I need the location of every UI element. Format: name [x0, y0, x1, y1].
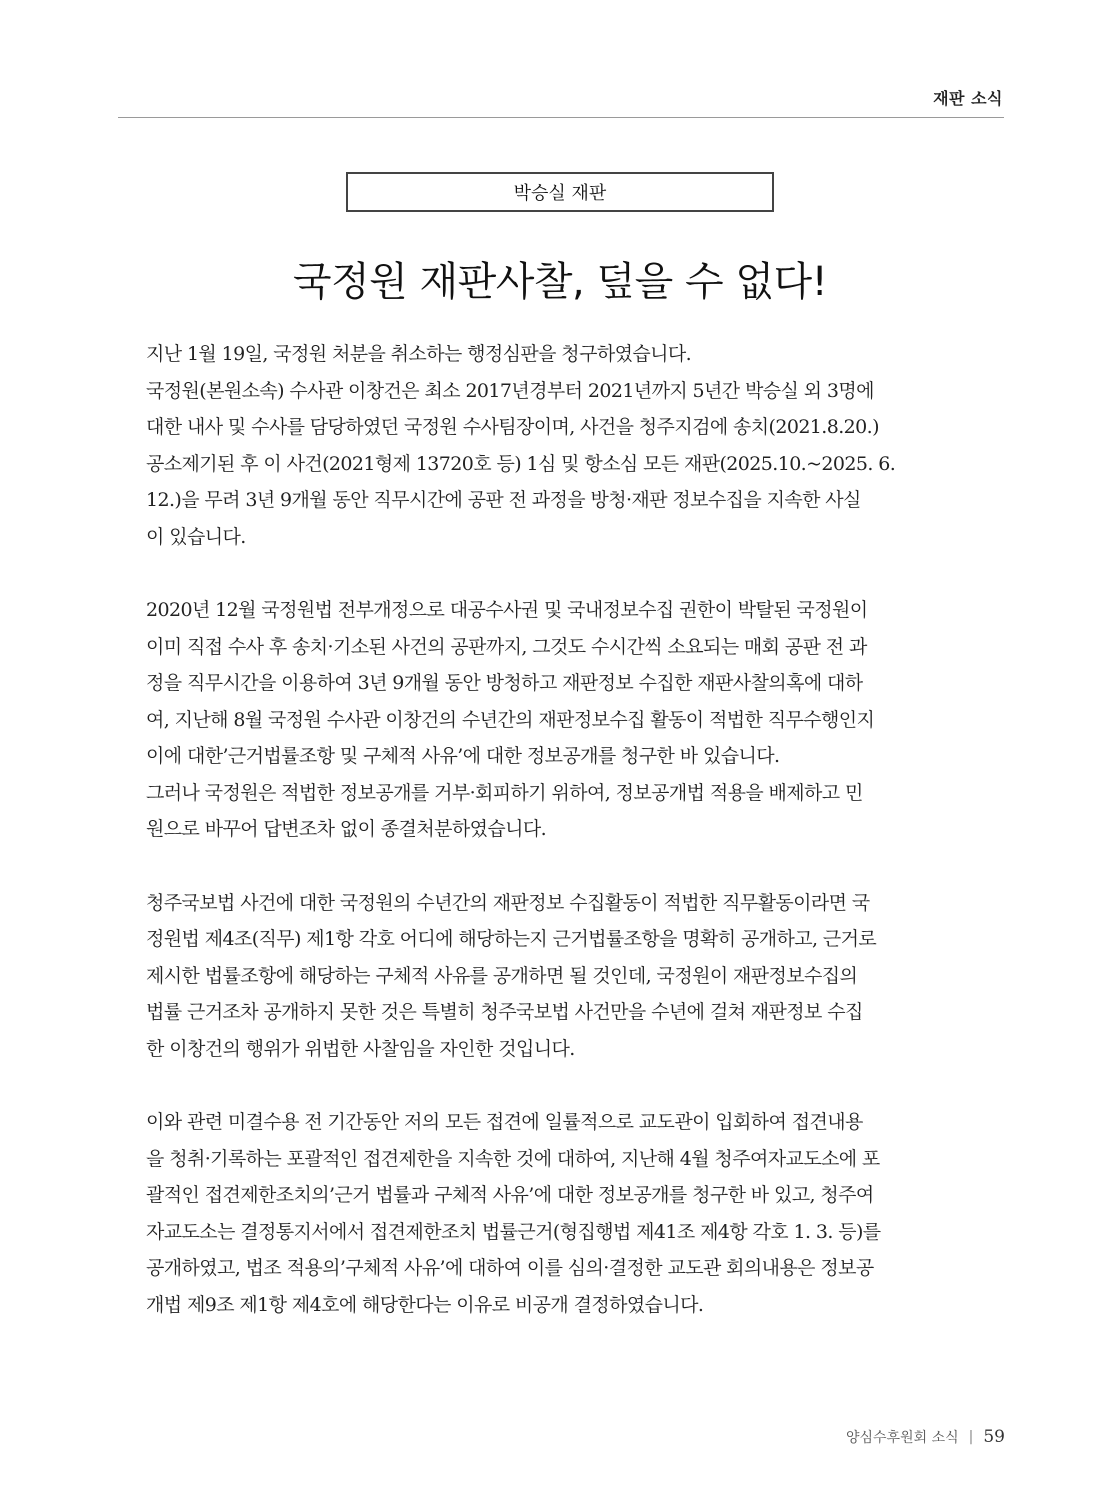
paragraph-line: 지난 1월 19일, 국정원 처분을 취소하는 행정심판을 청구하였습니다. [146, 343, 692, 365]
paragraph-4 [146, 1104, 976, 1323]
paragraph-line: 정을 직무시간을 이용하여 3년 9개월 동안 방청하고 재판정보 수집한 재판사찰의혹에 대하 [146, 672, 863, 694]
footer-separator: | [968, 1429, 974, 1445]
section-header: 재판 소식 [933, 89, 1003, 108]
page-footer [846, 1427, 1005, 1447]
paragraph-line: 2020년 12월 국정원법 전부개정으로 대공수사권 및 국내정보수집 권한이 박탈된 국정원이 [146, 599, 868, 621]
paragraph-line: 그러나 국정원은 적법한 정보공개를 거부·회피하기 위하여, 정보공개법 적용을 배제하고 민 [146, 781, 863, 804]
paragraph-line: 한 이창건의 행위가 위법한 사찰임을 자인한 것입니다. [146, 1037, 575, 1060]
paragraph-line: 자교도소는 결정통지서에서 접견제한조치 법률근거(형집행법 제41조 제4항 각호 1. 3. 등)를 [146, 1220, 881, 1243]
article-body [146, 336, 976, 1323]
paragraph-line: 정원법 제4조(직무) 제1항 각호 어디에 해당하는지 근거법률조항을 명확히 공개하고, 근거로 [146, 928, 877, 950]
paragraph-2 [146, 592, 976, 848]
paragraph-line: 개법 제9조 제1항 제4호에 해당한다는 이유로 비공개 결정하였습니다. [146, 1293, 704, 1316]
paragraph-line: 이미 직접 수사 후 송치·기소된 사건의 공판까지, 그것도 수시간씩 소요되는 매회 공판 전 과 [146, 635, 867, 658]
paragraph-line: 청주국보법 사건에 대한 국정원의 수년간의 재판정보 수집활동이 적법한 직무활동이라면 국 [146, 891, 870, 914]
paragraph-line: 공개하였고, 법조 적용의’구체적 사유’에 대하여 이를 심의·결정한 교도관 회의내용은 정보공 [146, 1257, 874, 1279]
paragraph-line: 법률 근거조차 공개하지 못한 것은 특별히 청주국보법 사건만을 수년에 걸쳐 재판정보 수집 [146, 1001, 863, 1023]
paragraph-line: 국정원(본원소속) 수사관 이창건은 최소 2017년경부터 2021년까지 5년간 박승실 외 3명에 [146, 379, 874, 402]
paragraph-3 [146, 885, 976, 1068]
publication-name: 양심수후원회 소식 [845, 1430, 959, 1446]
paragraph-line: 이와 관련 미결수용 전 기간동안 저의 모든 접견에 일률적으로 교도관이 입회하여 접견내용 [146, 1111, 863, 1133]
page-number: 59 [983, 1427, 1005, 1447]
paragraph-line: 제시한 법률조항에 해당하는 구체적 사유를 공개하면 될 것인데, 국정원이 재판정보수집의 [146, 964, 858, 987]
paragraph-line: 괄적인 접견제한조치의’근거 법률과 구체적 사유’에 대한 정보공개를 청구한 바 있고, 청주여 [146, 1184, 874, 1206]
paragraph-line: 이에 대한’근거법률조항 및 구체적 사유’에 대한 정보공개를 청구한 바 있습니다. [146, 745, 780, 767]
paragraph-line: 공소제기된 후 이 사건(2021형제 13720호 등) 1심 및 항소심 모든 재판(2025.10.~2025. 6. [146, 452, 896, 475]
paragraph-line: 원으로 바꾸어 답변조차 없이 종결처분하였습니다. [146, 818, 547, 840]
header-divider [118, 117, 1004, 118]
category-label: 박승실 재판 [346, 172, 774, 212]
paragraph-line: 여, 지난해 8월 국정원 수사관 이창건의 수년간의 재판정보수집 활동이 적법한 직무수행인지 [146, 708, 875, 731]
article-title: 국정원 재판사찰, 덮을 수 없다! [292, 259, 828, 305]
paragraph-line: 이 있습니다. [146, 525, 246, 548]
paragraph-line: 대한 내사 및 수사를 담당하였던 국정원 수사팀장이며, 사건을 청주지검에 송치(2021.8.20.) [146, 416, 879, 438]
paragraph-line: 을 청취·기록하는 포괄적인 접견제한을 지속한 것에 대하여, 지난해 4월 청주여자교도소에 포 [146, 1147, 880, 1170]
paragraph-line: 12.)을 무려 3년 9개월 동안 직무시간에 공판 전 과정을 방청·재판 정보수집을 지속한 사실 [146, 489, 861, 511]
paragraph-1 [146, 336, 976, 555]
